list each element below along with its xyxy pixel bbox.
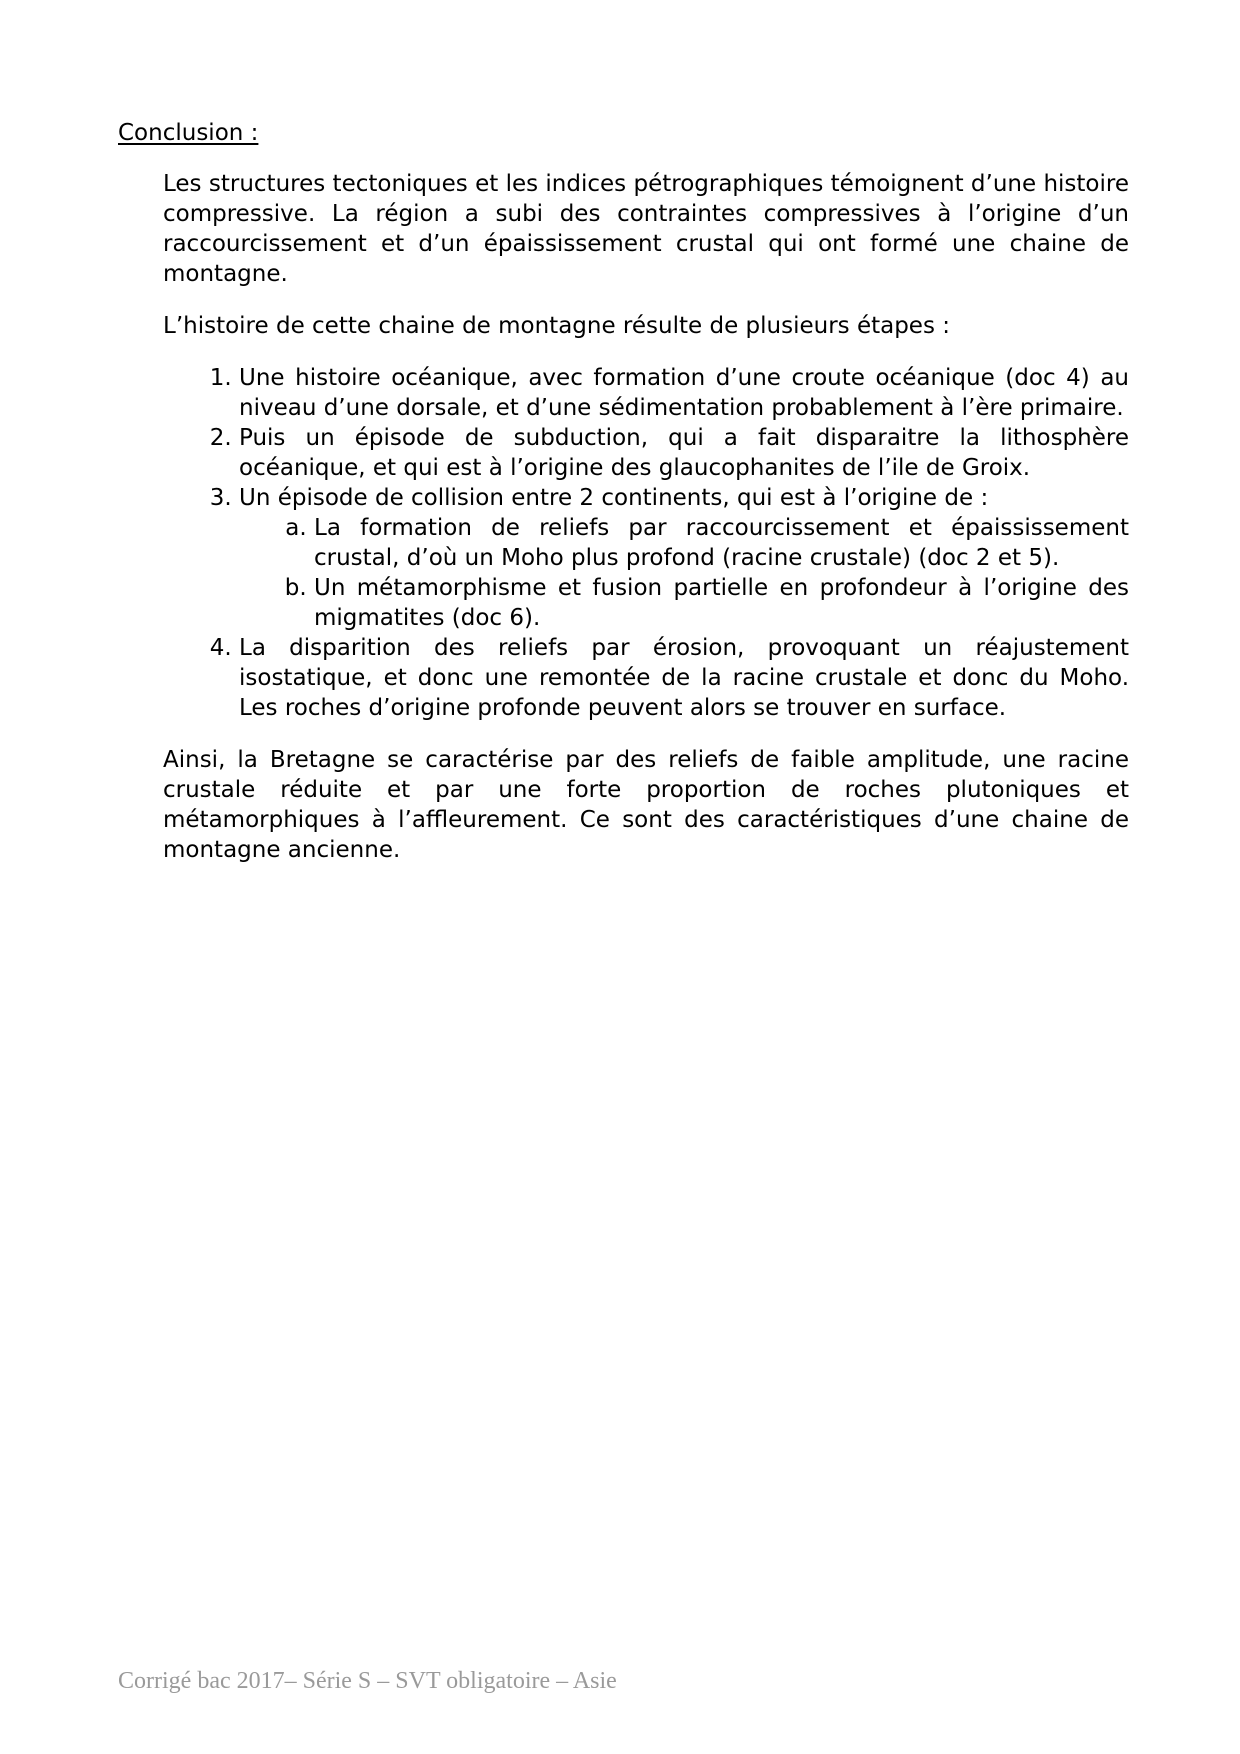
sub-step-text: Un métamorphisme et fusion partielle en profondeur à l’origine des migmatites (doc 6). xyxy=(314,575,1129,631)
closing-paragraph: Ainsi, la Bretagne se caractérise par des reliefs de faible amplitude, une racine crustale réduite et par une forte proportion de roches plutoniques et métamorphiques à l’affleurement. Ce sont des caractéristiques d’une chaine de montagne ancienne. xyxy=(163,747,1129,863)
sub-step-text: La formation de reliefs par raccourcissement et épaississement crustal, d’où un Moho plus profond (racine crustale) (doc 2 et 5). xyxy=(314,515,1129,571)
sub-step-item-a xyxy=(314,513,1129,573)
sub-step-item-b xyxy=(314,573,1129,633)
step-text: Un épisode de collision entre 2 continents, qui est à l’origine de : xyxy=(239,485,989,511)
steps-list xyxy=(163,363,1129,723)
step-text: Une histoire océanique, avec formation d’une croute océanique (doc 4) au niveau d’une dorsale, et d’une sédimentation probablement à l’ère primaire. xyxy=(239,365,1129,421)
conclusion-body xyxy=(163,169,1129,887)
page-footer: Corrigé bac 2017– Série S – SVT obligatoire – Asie xyxy=(118,1668,617,1694)
steps-intro: L’histoire de cette chaine de montagne résulte de plusieurs étapes : xyxy=(163,313,950,339)
intro-paragraph: Les structures tectoniques et les indices pétrographiques témoignent d’une histoire compressive. La région a subi des contraintes compressives à l’origine d’un raccourcissement et d’un épaississement crustal qui ont formé une chaine de montagne. xyxy=(163,171,1129,287)
step-item-3 xyxy=(239,483,1129,633)
step-text: Puis un épisode de subduction, qui a fait disparaitre la lithosphère océanique, et qui est à l’origine des glaucophanites de l’ile de Groix. xyxy=(239,425,1129,481)
step-text: La disparition des reliefs par érosion, provoquant un réajustement isostatique, et donc une remontée de la racine crustale et donc du Moho. Les roches d’origine profonde peuvent alors se trouver en surface. xyxy=(239,635,1129,721)
sub-steps-list xyxy=(239,513,1129,633)
step-item-1 xyxy=(239,363,1129,423)
step-item-4 xyxy=(239,633,1129,723)
step-item-2 xyxy=(239,423,1129,483)
conclusion-heading: Conclusion : xyxy=(118,120,259,146)
